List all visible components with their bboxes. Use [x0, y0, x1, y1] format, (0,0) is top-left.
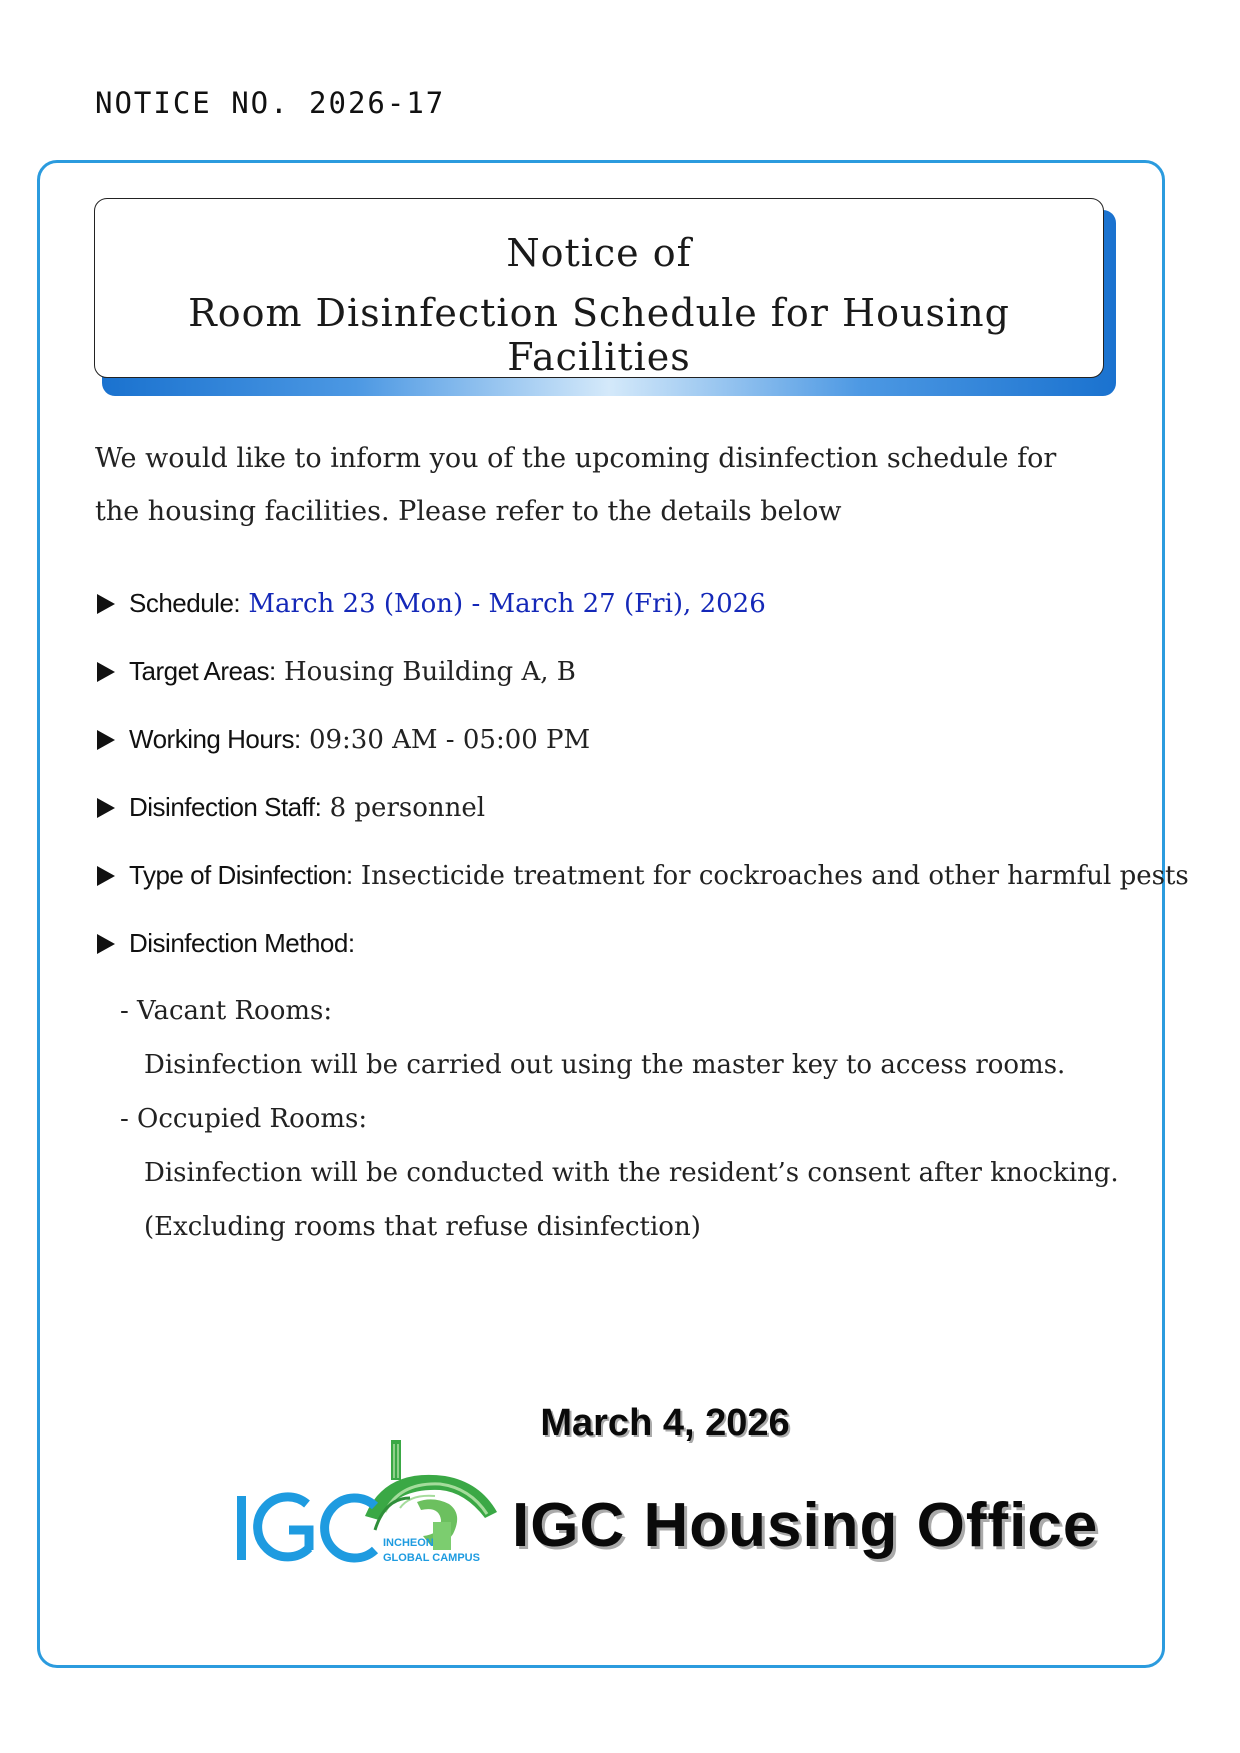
triangle-bullet-icon — [97, 594, 115, 614]
working-hours-value: 09:30 AM - 05:00 PM — [300, 725, 591, 755]
title-box — [94, 198, 1104, 378]
occupied-rooms-text: Disinfection will be conducted with the resident’s consent after knocking. — [144, 1158, 1119, 1188]
igc-letters — [237, 1496, 375, 1560]
signature-date: March 4, 2026 — [540, 1402, 790, 1444]
logo-caption-line1: INCHEON — [383, 1537, 434, 1549]
schedule-label: Schedule: — [129, 588, 241, 618]
detail-type — [97, 860, 1189, 891]
vacant-rooms-text: Disinfection will be carried out using the master key to access rooms. — [144, 1050, 1066, 1080]
type-label: Type of Disinfection: — [129, 860, 353, 890]
logo-caption-line2: GLOBAL CAMPUS — [383, 1552, 480, 1564]
detail-staff — [97, 792, 485, 823]
occupied-rooms-note: (Excluding rooms that refuse disinfection) — [144, 1212, 701, 1242]
vacant-rooms-heading: - Vacant Rooms: — [120, 996, 333, 1026]
notice-number: NOTICE NO. 2026-17 — [95, 86, 446, 120]
triangle-bullet-icon — [97, 730, 115, 750]
working-hours-label: Working Hours: — [129, 724, 301, 754]
occupied-rooms-heading: - Occupied Rooms: — [120, 1104, 368, 1134]
title-line-2: Room Disinfection Schedule for Housing Facilities — [188, 291, 1010, 379]
campus-building-icon — [365, 1440, 497, 1550]
title-line-1: Notice of — [506, 231, 692, 275]
igc-logo — [235, 1438, 505, 1570]
target-areas-value: Housing Building A, B — [275, 657, 576, 687]
triangle-bullet-icon — [97, 934, 115, 954]
triangle-bullet-icon — [97, 866, 115, 886]
triangle-bullet-icon — [97, 662, 115, 682]
intro-paragraph: We would like to inform you of the upcoming disinfection schedule for the housing facilities. Please refer to the details below — [95, 443, 1057, 527]
detail-method — [97, 928, 355, 959]
staff-label: Disinfection Staff: — [129, 792, 322, 822]
office-name: IGC Housing Office — [512, 1491, 1099, 1560]
target-areas-label: Target Areas: — [129, 656, 276, 686]
detail-target-areas — [97, 656, 576, 687]
type-value: Insecticide treatment for cockroaches and other harmful pests — [352, 861, 1189, 891]
detail-schedule — [97, 588, 766, 619]
schedule-value: March 23 (Mon) - March 27 (Fri), 2026 — [240, 589, 766, 619]
staff-value: 8 personnel — [321, 793, 486, 823]
detail-working-hours — [97, 724, 590, 755]
method-label: Disinfection Method: — [129, 928, 355, 958]
triangle-bullet-icon — [97, 798, 115, 818]
